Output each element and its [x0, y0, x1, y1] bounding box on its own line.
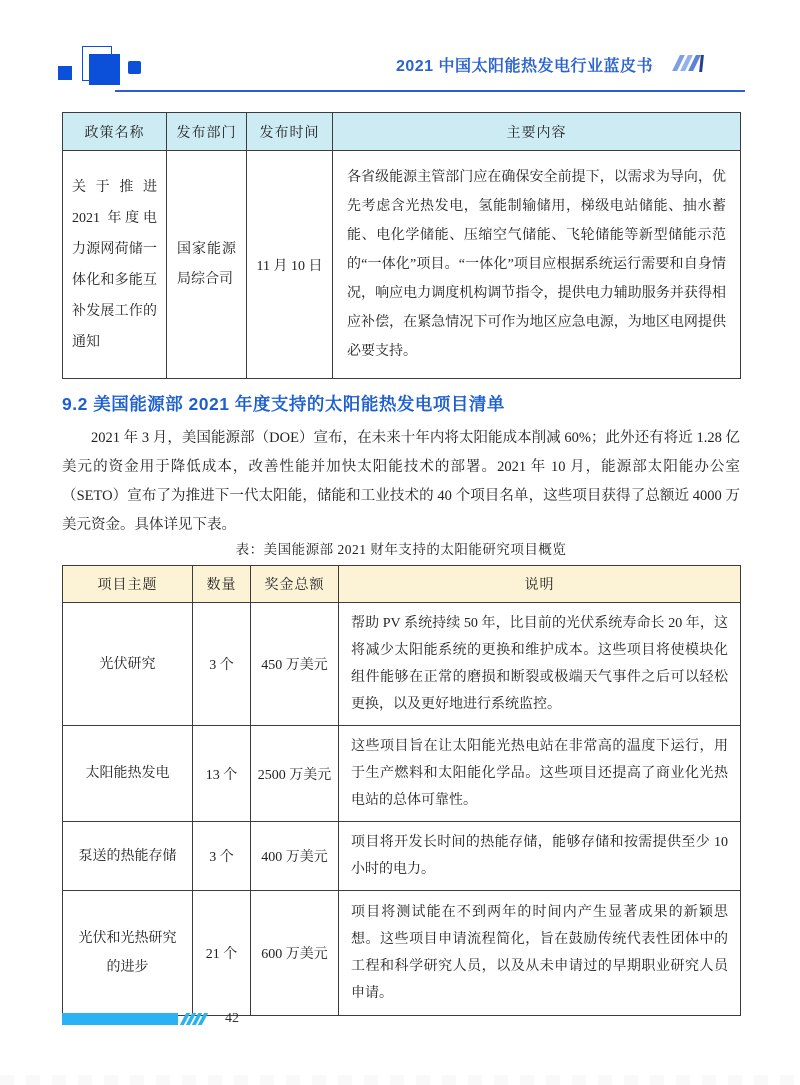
projects-table-header-row: [63, 566, 741, 603]
policy-date-cell: 11 月 10 日: [247, 151, 333, 379]
policy-table-header-row: [63, 113, 741, 151]
project-topic-cell: 光伏研究: [63, 603, 193, 726]
project-desc-cell: 项目将开发长时间的热能存储，能够存储和按需提供至少 10 小时的电力。: [339, 822, 741, 891]
header-divider: [115, 90, 745, 92]
project-count-cell: 3 个: [193, 822, 251, 891]
section-heading: 9.2 美国能源部 2021 年度支持的太阳能热发电项目清单: [62, 394, 505, 414]
projects-table: [62, 565, 741, 1016]
policy-dept-cell: 国家能源局综合司: [167, 151, 247, 379]
projects-table-row: [63, 891, 741, 1016]
projects-col-award: 奖金总额: [251, 566, 339, 603]
footer-cyan-bar: [62, 1013, 178, 1025]
policy-name-cell: 关于推进 2021 年度电力源网荷储一体化和多能互补发展工作的通知: [63, 151, 167, 379]
logo-square-small: [58, 66, 72, 80]
policy-col-date: 发布时间: [247, 113, 333, 151]
project-award-cell: 600 万美元: [251, 891, 339, 1016]
blue-squares-logo-icon: [55, 44, 155, 92]
project-desc-cell: 这些项目旨在让太阳能光热电站在非常高的温度下运行，用于生产燃料和太阳能化学品。这些项目还提高了商业化光热电站的总体可靠性。: [339, 726, 741, 822]
page-number: 42: [225, 1011, 239, 1026]
policy-col-content: 主要内容: [333, 113, 741, 151]
policy-table: [62, 112, 741, 379]
project-desc-cell: 帮助 PV 系统持续 50 年，比目前的光伏系统寿命长 20 年，这将减少太阳能系统的更换和维护成本。这些项目将使模块化组件能够在正常的磨损和断裂或极端天气事件之后可以轻松更换，以及更好地进行系统监控。: [339, 603, 741, 726]
project-award-cell: 2500 万美元: [251, 726, 339, 822]
quad-slash-icon: [183, 1013, 207, 1025]
projects-table-caption: 表：美国能源部 2021 财年支持的太阳能研究项目概览: [235, 542, 567, 557]
project-topic-cell: 太阳能热发电: [63, 726, 193, 822]
project-count-cell: 3 个: [193, 603, 251, 726]
logo-square-big: [89, 54, 120, 85]
project-desc-cell: 项目将测试能在不到两年的时间内产生显著成果的新颖思想。这些项目申请流程简化，旨在鼓励传统代表性团体中的工程和科学研究人员，以及从未申请过的早期职业研究人员申请。: [339, 891, 741, 1016]
policy-col-dept: 发布部门: [167, 113, 247, 151]
projects-table-row: [63, 726, 741, 822]
logo-square-right: [128, 61, 141, 74]
page-header: [55, 44, 745, 92]
book-title: 2021 中国太阳能热发电行业蓝皮书: [395, 58, 653, 75]
project-award-cell: 400 万美元: [251, 822, 339, 891]
policy-content-cell: 各省级能源主管部门应在确保安全前提下，以需求为导向，优先考虑含光热发电，氢能制输储用，梯级电站储能、抽水蓄能、电化学储能、压缩空气储能、飞轮储能等新型储能示范的“一体化”项目。“一体化”项目应根据系统运行需要和自身情况，响应电力调度机构调节指令，提供电力辅助服务并获得相应补偿，在紧急情况下可作为地区应急电源，为地区电网提供必要支持。: [333, 151, 741, 379]
section-paragraph: 2021 年 3 月，美国能源部（DOE）宣布，在未来十年内将太阳能成本削减 60%；此外还有将近 1.28 亿美元的资金用于降低成本，改善性能并加快太阳能技术的部署。2021 年 10 月，能源部太阳能办公室（SETO）宣布了为推进下一代太阳能，储能和工业技术的 40 个项目名单，这些项目获得了总额近 4000 万美元资金。具体详见下表。: [62, 430, 740, 533]
triple-slash-icon: [676, 54, 703, 72]
slash-mark-dark: [699, 55, 704, 72]
project-count-cell: 21 个: [193, 891, 251, 1016]
policy-col-name: 政策名称: [63, 113, 167, 151]
page-footer: [62, 1010, 740, 1030]
policy-table-row: [63, 151, 741, 379]
project-topic-cell: 泵送的热能存储: [63, 822, 193, 891]
project-topic-cell: 光伏和光热研究的进步: [63, 891, 193, 1016]
projects-col-desc: 说明: [339, 566, 741, 603]
project-count-cell: 13 个: [193, 726, 251, 822]
scan-artifact-strip: [0, 1075, 800, 1085]
projects-table-row: [63, 603, 741, 726]
projects-col-topic: 项目主题: [63, 566, 193, 603]
project-award-cell: 450 万美元: [251, 603, 339, 726]
projects-col-count: 数量: [193, 566, 251, 603]
projects-table-row: [63, 822, 741, 891]
